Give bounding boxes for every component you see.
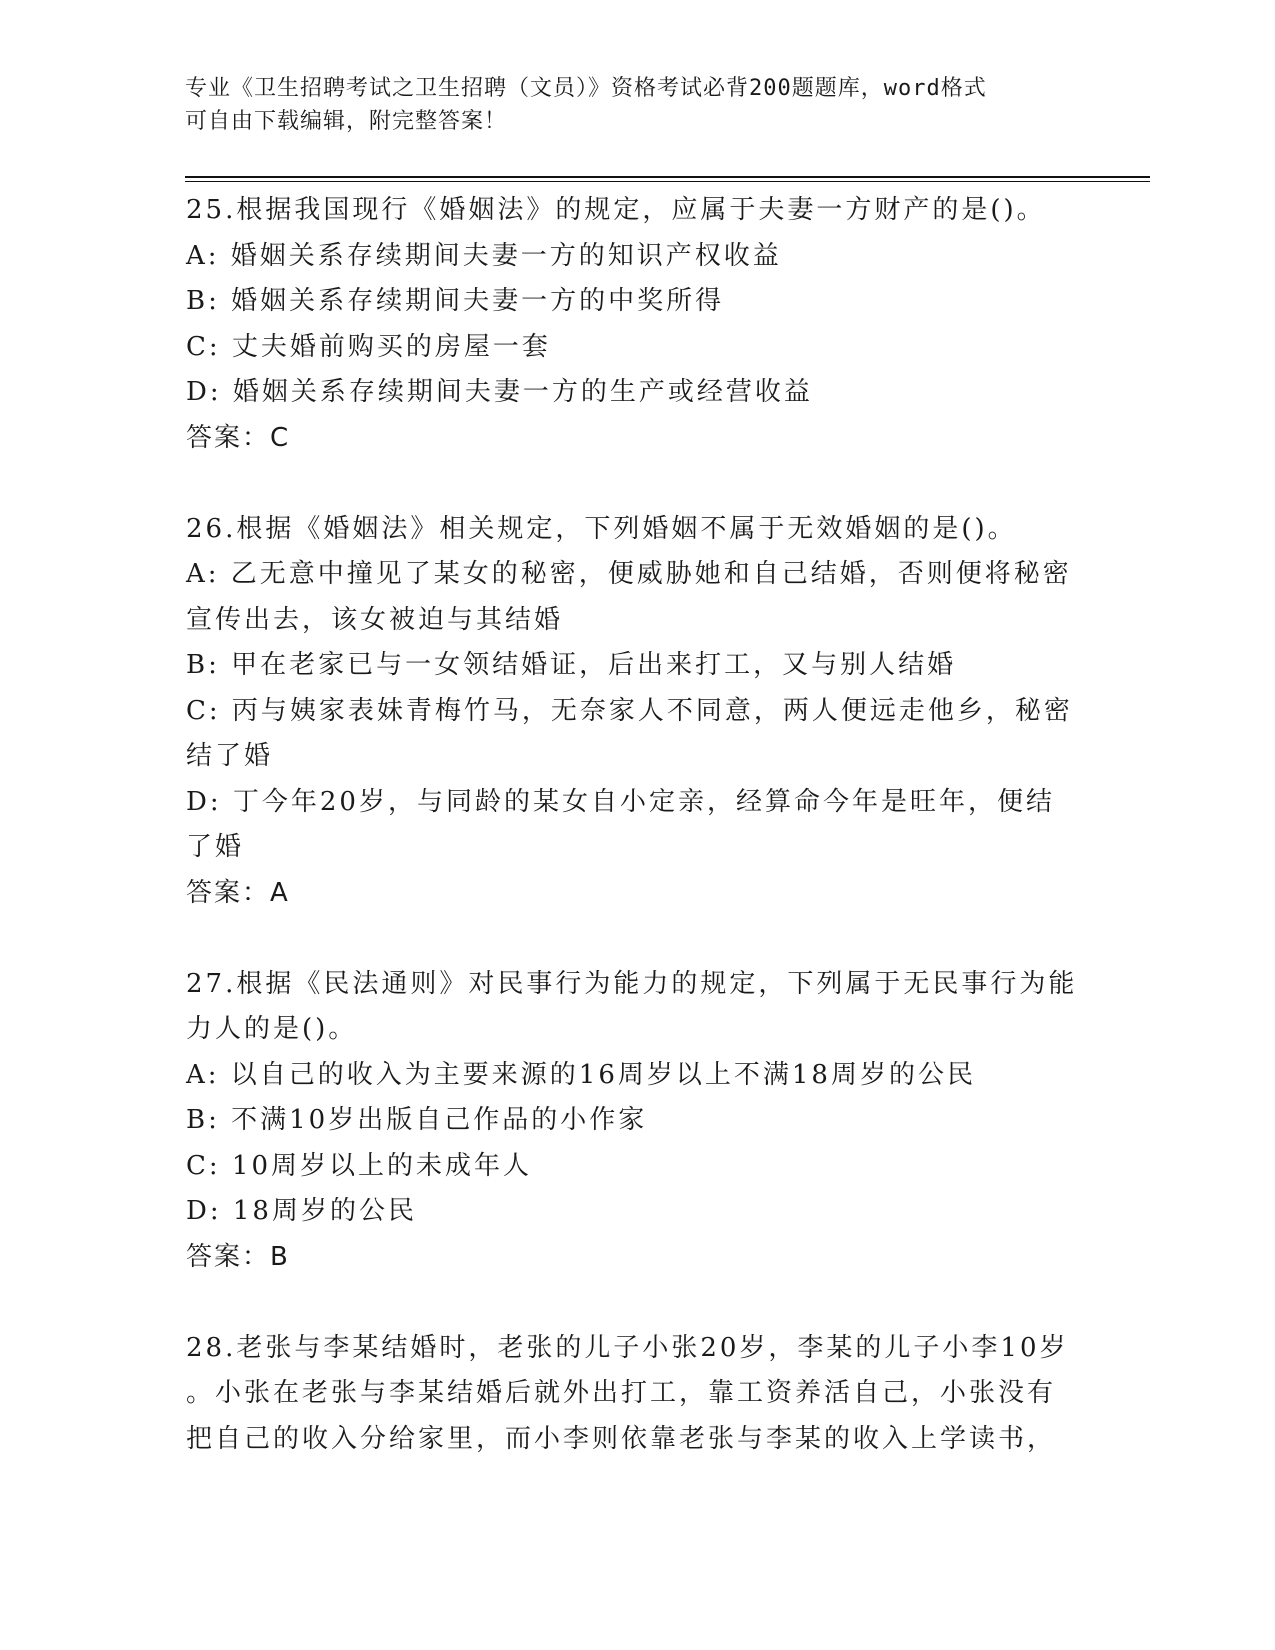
question-stem: 力人的是()。 — [186, 1014, 358, 1044]
question-option: D: 丁今年20岁，与同龄的某女自小定亲，经算命今年是旺年，便结 — [186, 786, 1055, 817]
question-block — [186, 962, 1086, 1281]
question-option: C: 丈夫婚前购买的房屋一套 — [186, 331, 551, 362]
answer-label: 答案：B — [186, 1241, 290, 1272]
question-option: B: 婚姻关系存续期间夫妻一方的中奖所得 — [186, 286, 725, 316]
question-option: A: 以自己的收入为主要来源的16周岁以上不满18周岁的公民 — [186, 1059, 976, 1090]
question-list — [186, 188, 1086, 1508]
question-option: A: 婚姻关系存续期间夫妻一方的知识产权收益 — [186, 240, 782, 271]
question-block — [186, 1326, 1086, 1463]
header-divider-thin — [185, 181, 1150, 182]
question-block — [186, 188, 1086, 461]
header-line-2: 可自由下载编辑，附完整答案！ — [185, 109, 508, 134]
question-option: 结了婚 — [186, 741, 274, 771]
header-line-1: 专业《卫生招聘考试之卫生招聘（文员）》资格考试必背200题题库，word格式 — [185, 76, 987, 101]
question-option: C: 10周岁以上的未成年人 — [186, 1150, 533, 1181]
question-stem: 27.根据《民法通则》对民事行为能力的规定，下列属于无民事行为能 — [186, 968, 1078, 999]
question-option: B: 不满10岁出版自己作品的小作家 — [186, 1105, 648, 1135]
question-option: D: 18周岁的公民 — [186, 1196, 417, 1226]
question-stem: 26.根据《婚姻法》相关规定，下列婚姻不属于无效婚姻的是()。 — [186, 513, 1017, 544]
question-option: C: 丙与姨家表妹青梅竹马，无奈家人不同意，两人便远走他乡，秘密 — [186, 695, 1073, 726]
question-block — [186, 507, 1086, 917]
question-stem: 25.根据我国现行《婚姻法》的规定，应属于夫妻一方财产的是()。 — [186, 195, 1046, 225]
question-option: D: 婚姻关系存续期间夫妻一方的生产或经营收益 — [186, 377, 813, 407]
document-header — [185, 72, 1085, 138]
question-option: B: 甲在老家已与一女领结婚证，后出来打工，又与别人结婚 — [186, 650, 957, 680]
question-option: 宣传出去，该女被迫与其结婚 — [186, 604, 564, 635]
question-option: 了婚 — [186, 832, 245, 862]
question-stem: 28.老张与李某结婚时，老张的儿子小张20岁，李某的儿子小李10岁 — [186, 1332, 1069, 1363]
question-stem: 。小张在老张与李某结婚后就外出打工，靠工资养活自己，小张没有 — [186, 1378, 1057, 1408]
question-stem: 把自己的收入分给家里，而小李则依靠老张与李某的收入上学读书， — [186, 1423, 1057, 1454]
answer-label: 答案：C — [186, 422, 291, 453]
question-option: A: 乙无意中撞见了某女的秘密，便威胁她和自己结婚，否则便将秘密 — [186, 559, 1072, 589]
answer-label: 答案：A — [186, 877, 290, 908]
header-divider-thick — [185, 176, 1150, 178]
